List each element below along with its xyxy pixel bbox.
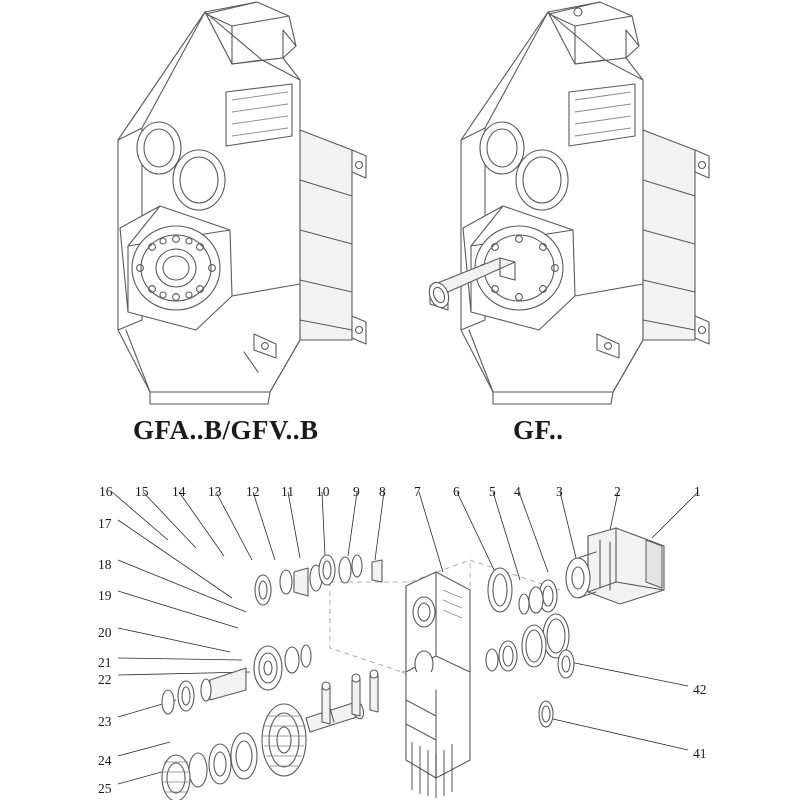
part-number-left-20: 20 [98,625,112,640]
part-number-top-9: 9 [353,484,360,499]
gearbox-gf-drawing [426,2,709,404]
part-number-right-41: 41 [693,746,707,761]
part-number-top-6: 6 [453,484,460,499]
part-number-top-8: 8 [379,484,386,499]
output-gear-assembly [162,700,366,800]
motor-adapter-part [566,528,664,604]
part-number-left-24: 24 [98,753,112,768]
part-number-top-16: 16 [99,484,113,499]
part-number-top-11: 11 [281,484,294,499]
part-number-left-18: 18 [98,557,112,572]
part-number-top-15: 15 [135,484,149,499]
part-number-top-14: 14 [172,484,186,499]
part-number-left-17: 17 [98,516,112,531]
housing-part [406,572,470,798]
part-number-right-42: 42 [693,682,707,697]
small-parts-row [255,555,382,605]
part-number-top-4: 4 [514,484,521,499]
part-number-top-10: 10 [316,484,330,499]
part-number-top-7: 7 [414,484,421,499]
part-number-left-21: 21 [98,655,112,670]
part-number-top-1: 1 [694,484,701,499]
part-number-left-23: 23 [98,714,112,729]
right-side-parts [539,650,574,727]
part-number-top-13: 13 [208,484,222,499]
caption-gf: GF.. [513,415,564,445]
gearbox-gfab-gfvb-drawing [118,2,366,404]
caption-gfab-gfvb: GFA..B/GFV..B [133,415,319,445]
part-number-top-12: 12 [246,484,260,499]
shaft-gear-assembly [162,645,311,714]
part-number-left-22: 22 [98,672,112,687]
part-number-top-3: 3 [556,484,563,499]
part-number-top-5: 5 [489,484,496,499]
exploded-assembly-drawing [112,492,698,800]
part-number-left-25: 25 [98,781,112,796]
part-number-left-19: 19 [98,588,112,603]
ring-stack-parts [486,568,569,671]
part-number-top-2: 2 [614,484,621,499]
